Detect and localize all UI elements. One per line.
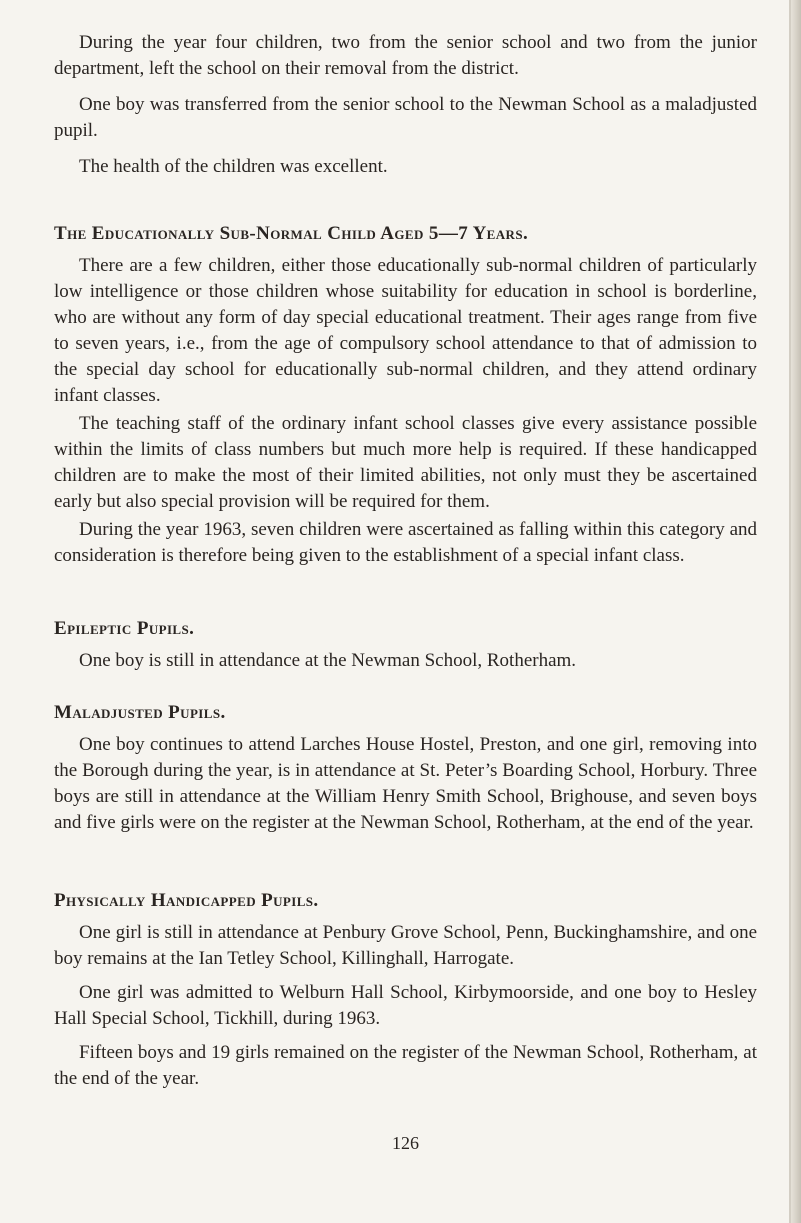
esn-paragraph-overview: There are a few children, either those educationally sub-normal children of particularly low intelligence or those children whose suitability for education in school is borderline, who are without any form of day special educational treatment. Their ages range from five to seven years, i.e., from the age of compulsory school attendance to that of admission to the special day school for educationally sub-normal children, and they attend ordinary infant classes. (54, 255, 757, 406)
ph-paragraph-admissions: One girl was admitted to Welburn Hall School, Kirbymoorside, and one boy to Hesley Hall Special School, Tickhill, during 1963. (54, 982, 757, 1029)
intro-paragraph-transfer: One boy was transferred from the senior school to the Newman School as a maladjusted pupil. (54, 94, 757, 141)
section-heading-physically-handicapped: Physically Handicapped Pupils. (54, 890, 319, 911)
section-heading-esn-child: The Educationally Sub-Normal Child Aged 5—7 Years. (54, 223, 529, 244)
intro-paragraph-health: The health of the children was excellent. (79, 156, 388, 177)
epileptic-paragraph: One boy is still in attendance at the Newman School, Rotherham. (79, 650, 577, 671)
ph-paragraph-penbury-tetley: One girl is still in attendance at Penbury Grove School, Penn, Buckinghamshire, and one boy remains at the Ian Tetley School, Killinghall, Harrogate. (54, 922, 757, 969)
intro-paragraph-removals: During the year four children, two from the senior school and two from the junior department, left the school on their removal from the district. (54, 32, 757, 79)
esn-paragraph-1963: During the year 1963, seven children were ascertained as falling within this category and consideration is therefore being given to the establishment of a special infant class. (54, 519, 757, 566)
section-heading-maladjusted: Maladjusted Pupils. (54, 702, 226, 723)
ph-paragraph-register: Fifteen boys and 19 girls remained on the register of the Newman School, Rotherham, at the end of the year. (54, 1042, 757, 1089)
maladjusted-paragraph: One boy continues to attend Larches House Hostel, Preston, and one girl, removing into the Borough during the year, is in attendance at St. Peter’s Boarding School, Horbury. Three boys are still in attendance at the William Henry Smith School, Brighouse, and seven boys and five girls were on the register at the Newman School, Rotherham, at the end of the year. (54, 734, 757, 833)
page-number: 126 (392, 1133, 419, 1153)
page-binding-crease (789, 0, 791, 1223)
esn-paragraph-teaching-staff: The teaching staff of the ordinary infant school classes give every assistance possible within the limits of class numbers but much more help is required. If these handicapped children are to make the most of their limited abilities, not only must they be ascertained early but also special provision will be required for them. (54, 413, 757, 512)
section-heading-epileptic: Epileptic Pupils. (54, 618, 195, 639)
